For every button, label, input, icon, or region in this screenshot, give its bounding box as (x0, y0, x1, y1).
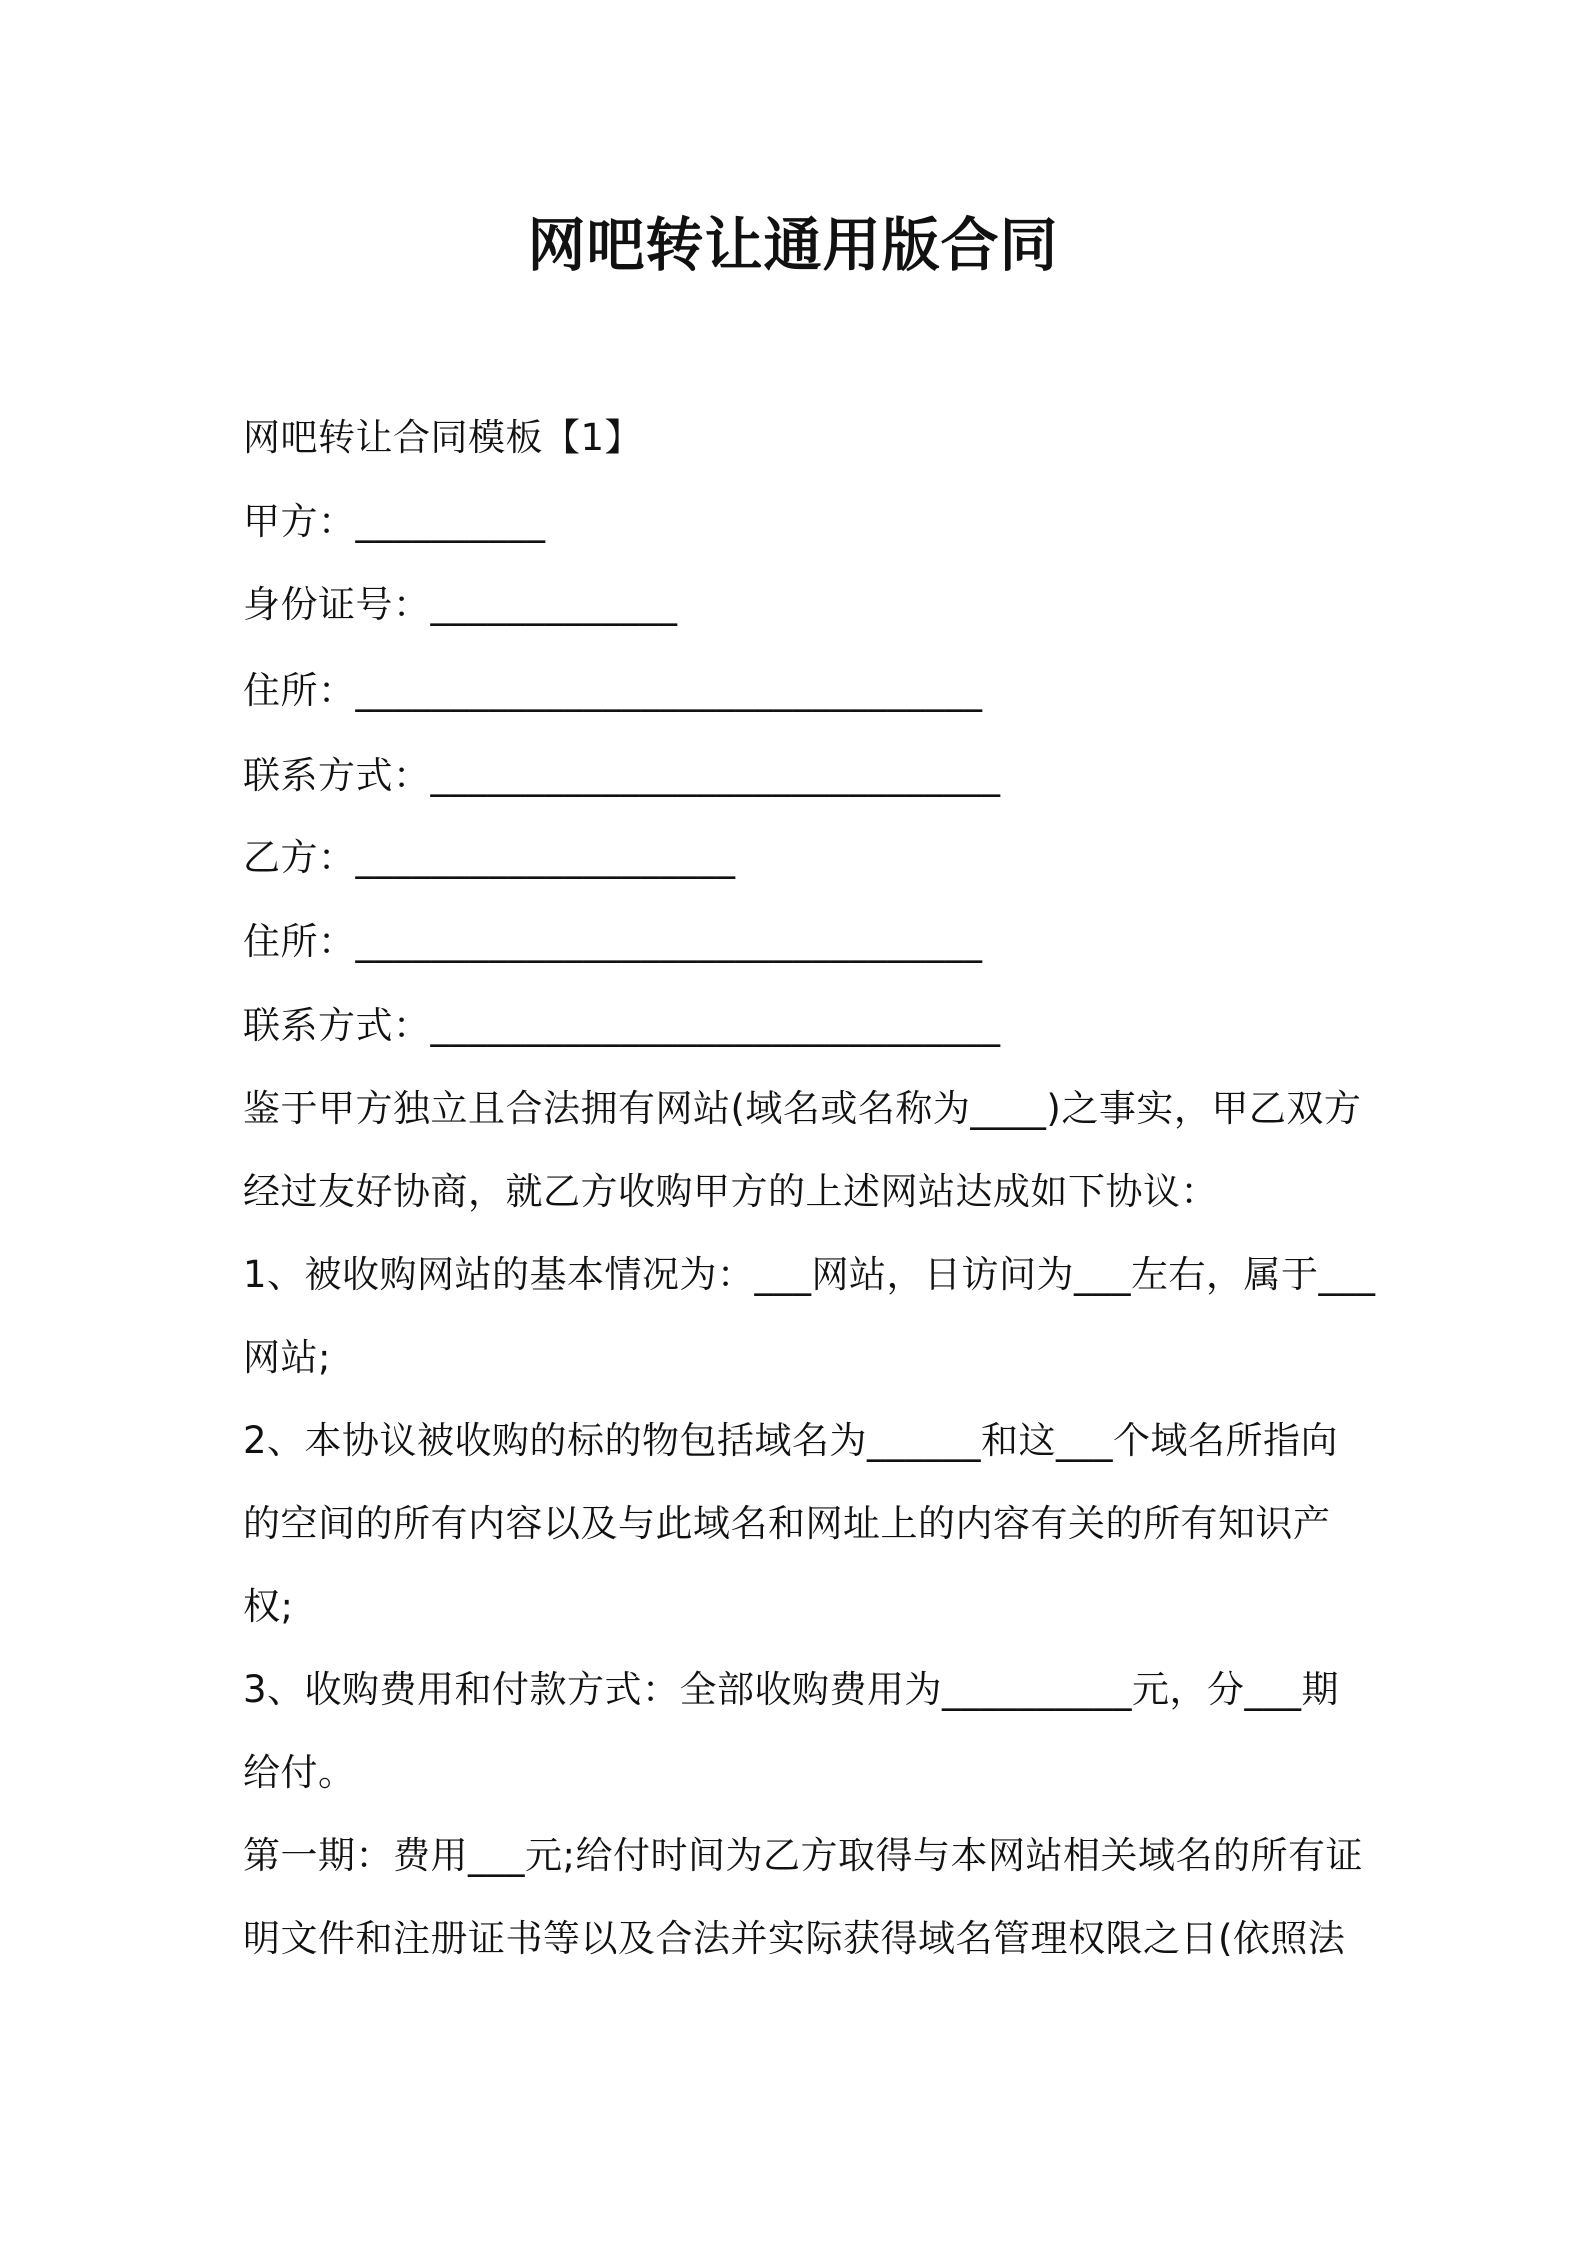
id-number-line: 身份证号：_____________ (243, 583, 678, 626)
party-b-contact-line: 联系方式：______________________________ (243, 1004, 1001, 1047)
clause-line: 1、被收购网站的基本情况为：___网站，日访问为___左右，属于___ (243, 1253, 1376, 1296)
document-title: 网吧转让通用版合同 (527, 211, 1059, 279)
clause-line: 网站; (243, 1336, 331, 1379)
party-a-line: 甲方：__________ (243, 500, 546, 543)
section-heading: 网吧转让合同模板【1】 (243, 416, 643, 459)
party-a-contact-line: 联系方式：______________________________ (243, 754, 1001, 797)
paragraph-line: 鉴于甲方独立且合法拥有网站(域名或名称为____)之事实，甲乙双方 (243, 1087, 1362, 1130)
clause-line: 的空间的所有内容以及与此域名和网址上的内容有关的所有知识产 (243, 1502, 1331, 1545)
clause-line: 第一期：费用___元;给付时间为乙方取得与本网站相关域名的所有证 (243, 1834, 1363, 1877)
clause-line: 给付。 (243, 1751, 356, 1794)
clause-line: 3、收购费用和付款方式：全部收购费用为__________元，分___期 (243, 1668, 1340, 1711)
clause-line: 权; (243, 1585, 294, 1628)
paragraph-line: 经过友好协商，就乙方收购甲方的上述网站达成如下协议： (243, 1170, 1218, 1213)
party-a-address-line: 住所：_________________________________ (243, 669, 983, 712)
party-b-address-line: 住所：_________________________________ (243, 920, 983, 963)
party-b-line: 乙方：____________________ (243, 836, 736, 879)
clause-line: 明文件和注册证书等以及合法并实际获得域名管理权限之日(依照法 (243, 1917, 1346, 1960)
clause-line: 2、本协议被收购的标的物包括域名为______和这___个域名所指向 (243, 1419, 1339, 1462)
